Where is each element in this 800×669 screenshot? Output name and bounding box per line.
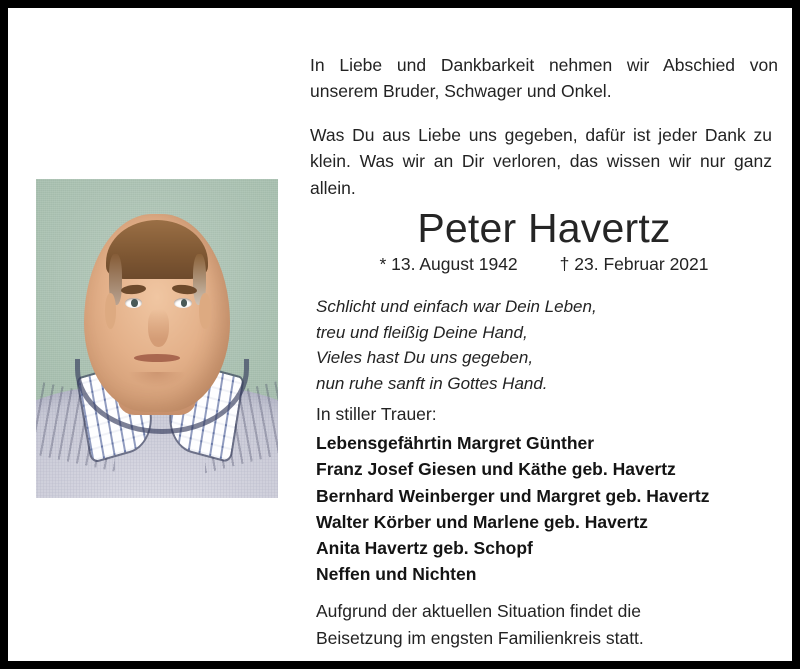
mourners-list (316, 430, 710, 588)
text-column (310, 8, 780, 661)
deceased-name: Peter Havertz (417, 205, 671, 251)
verse-line-2: treu und fleißig Deine Hand, (316, 322, 528, 342)
funeral-notice-line-1: Aufgrund der aktuellen Situation findet die (316, 601, 641, 621)
memorial-verse (316, 294, 597, 396)
funeral-notice-line-2: Beisetzung im engsten Familienkreis statt. (316, 627, 644, 648)
eye-right (174, 298, 191, 308)
verse-line-3: Vieles hast Du uns gegeben, (316, 348, 534, 367)
mourner-item: Franz Josef Giesen und Käthe geb. Havertz (316, 459, 676, 480)
portrait-photo-image (36, 179, 278, 498)
intro-paragraph-1: In Liebe und Dankbarkeit nehmen wir Abschied von unserem Bruder, Schwager und Onkel. (310, 54, 778, 102)
face (84, 214, 229, 412)
ear-left (105, 293, 117, 329)
eyebrow-left (120, 284, 145, 295)
ear-right (199, 293, 211, 329)
birth-date: * 13. August 1942 (379, 254, 518, 274)
mourner-item: Lebensgefährtin Margret Günther (316, 433, 595, 453)
funeral-notice (316, 598, 736, 651)
intro-paragraph-2: Was Du aus Liebe uns gegeben, dafür ist jeder Dank zu klein. Was wir an Dir verloren, das wissen wir nur ganz allein. (310, 124, 772, 198)
mourner-item: Anita Havertz geb. Schopf (316, 538, 533, 558)
death-date: † 23. Februar 2021 (559, 254, 709, 274)
chin-shadow (128, 372, 186, 388)
mourner-item: Walter Körber und Marlene geb. Havertz (316, 511, 648, 532)
mourner-item: Bernhard Weinberger und Margret geb. Havertz (316, 485, 710, 506)
nose (148, 309, 168, 347)
life-dates (310, 254, 778, 275)
mouth (134, 354, 180, 362)
mourner-item: Neffen und Nichten (316, 564, 477, 585)
eye-left (125, 298, 142, 308)
verse-line-1: Schlicht und einfach war Dein Leben, (316, 297, 597, 316)
verse-line-4: nun ruhe sanft in Gottes Hand. (316, 373, 548, 393)
mourners-label: In stiller Trauer: (316, 404, 437, 424)
notice-inner (8, 8, 792, 661)
portrait-photo (36, 179, 278, 498)
